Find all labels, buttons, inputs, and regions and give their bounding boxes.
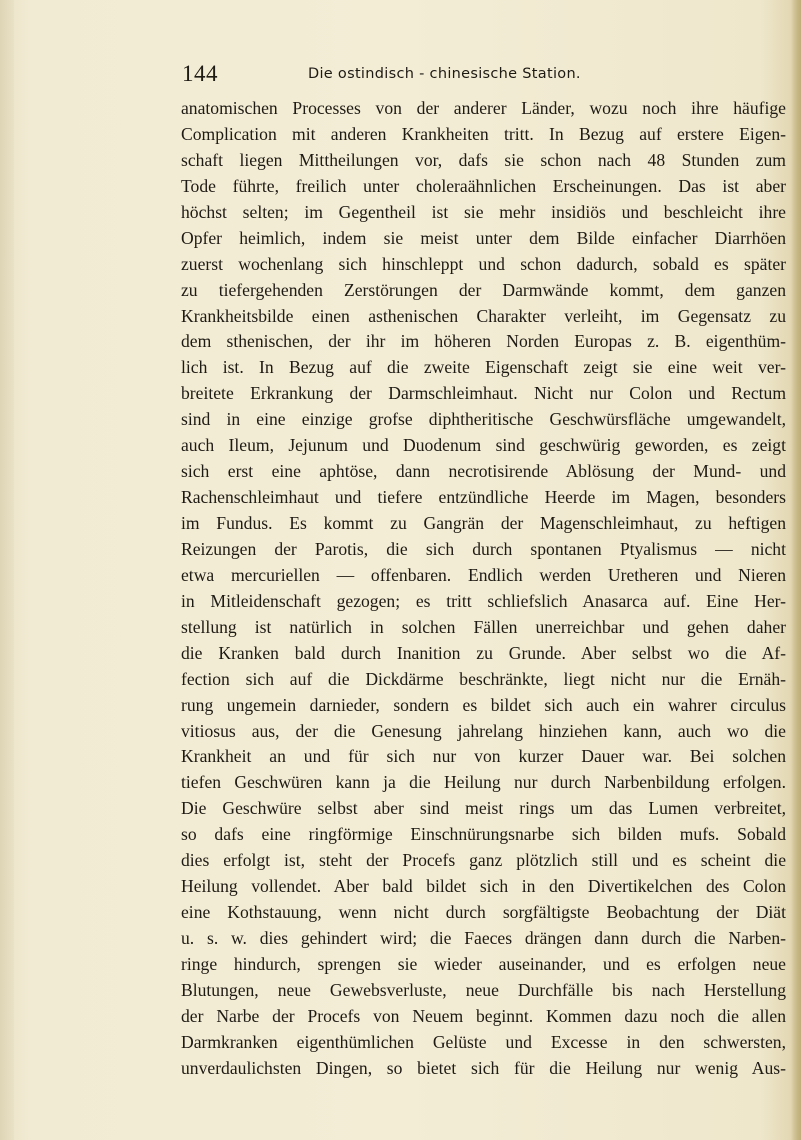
text-line: tiefen Geschwüren kann ja die Heilung nur durch Narbenbildung erfolgen. (181, 772, 786, 793)
text-line: anatomischen Processes von der anderer Länder, wozu noch ihre häufige (181, 98, 786, 118)
text-line: eine Kothstauung, wenn nicht durch sorgfältigste Beobachtung der Diät (181, 902, 786, 923)
text-line: der Narbe der Procefs von Neuem beginnt. Kommen dazu noch die allen (181, 1005, 786, 1026)
body-text (181, 96, 798, 1082)
text-line: ringe hindurch, sprengen sie wieder auseinander, und es erfolgen neue (181, 953, 786, 974)
text-line: Krankheitsbilde einen asthenischen Charakter verleiht, im Gegensatz zu (181, 305, 786, 326)
text-line: rung ungemein darnieder, sondern es bildet sich auch ein wahrer circulus (181, 694, 786, 715)
text-line: Tode führte, freilich unter choleraähnlichen Erscheinungen. Das ist aber (181, 175, 786, 196)
text-line: höchst selten; im Gegentheil ist sie mehr insidiös und beschleicht ihre (181, 201, 786, 222)
text-line: Darmkranken eigenthümlichen Gelüste und Excesse in den schwersten, (181, 1031, 786, 1052)
text-line: stellung ist natürlich in solchen Fällen unerreichbar und gehen daher (181, 616, 786, 637)
text-line: sich erst eine aphtöse, dann necrotisirende Ablösung der Mund- und (181, 461, 786, 482)
text-line: im Fundus. Es kommt zu Gangrän der Magenschleimhaut, zu heftigen (181, 513, 786, 533)
text-line: etwa mercuriellen — offenbaren. Endlich werden Uretheren und Nieren (181, 564, 786, 585)
text-line: Opfer heimlich, indem sie meist unter dem Bilde einfacher Diarrhöen (181, 227, 786, 248)
text-line: Heilung vollendet. Aber bald bildet sich in den Divertikelchen des Colon (181, 876, 786, 897)
text-line: Reizungen der Parotis, die sich durch spontanen Ptyalismus — nicht (181, 538, 786, 559)
page-gutter-shadow (0, 0, 14, 1140)
page-number: 144 (182, 61, 218, 86)
text-line: Blutungen, neue Gewebsverluste, neue Durchfälle bis nach Herstellung (181, 979, 786, 1000)
page-header (182, 60, 652, 88)
text-line: zu tiefergehenden Zerstörungen der Darmwände kommt, dem ganzen (181, 279, 786, 300)
text-line: die Kranken bald durch Inanition zu Grunde. Aber selbst wo die Af- (181, 642, 786, 663)
text-line: dies erfolgt ist, steht der Procefs ganz plötzlich still und es scheint die (181, 850, 786, 871)
text-line: vitiosus aus, der die Genesung jahrelang hinziehen kann, auch wo die (181, 720, 786, 741)
text-line: fection sich auf die Dickdärme beschränkte, liegt nicht nur die Ernäh- (181, 668, 786, 689)
text-line: so dafs eine ringförmige Einschnürungsnarbe sich bilden mufs. Sobald (181, 824, 786, 845)
text-line: breitete Erkrankung der Darmschleimhaut. Nicht nur Colon und Rectum (181, 383, 786, 404)
text-line: in Mitleidenschaft gezogen; es tritt schliefslich Anasarca auf. Eine Her- (181, 590, 786, 611)
text-line: auch Ileum, Jejunum und Duodenum sind geschwürig geworden, es zeigt (181, 435, 786, 456)
text-line: Krankheit an und für sich nur von kurzer Dauer war. Bei solchen (181, 746, 786, 767)
text-line: unverdaulichsten Dingen, so bietet sich für die Heilung nur wenig Aus- (181, 1057, 786, 1078)
text-line: sind in eine einzige grofse diphtheritische Geschwürsfläche umgewandelt, (181, 409, 786, 430)
running-head: Die ostindisch - chinesische Station. (308, 66, 581, 82)
text-line: u. s. w. dies gehindert wird; die Faeces drängen dann durch die Narben- (181, 928, 786, 948)
text-line: Complication mit anderen Krankheiten tritt. In Bezug auf erstere Eigen- (181, 123, 786, 144)
text-line: schaft liegen Mittheilungen vor, dafs sie schon nach 48 Stunden zum (181, 149, 786, 170)
text-line: zuerst wochenlang sich hinschleppt und schon dadurch, sobald es später (181, 253, 786, 274)
text-line: lich ist. In Bezug auf die zweite Eigenschaft zeigt sie eine weit ver- (181, 357, 786, 378)
text-line: Rachenschleimhaut und tiefere entzündliche Heerde im Magen, besonders (181, 487, 786, 508)
text-line: dem sthenischen, der ihr im höheren Norden Europas z. B. eigenthüm- (181, 331, 786, 352)
text-line: Die Geschwüre selbst aber sind meist rings um das Lumen verbreitet, (181, 798, 786, 819)
